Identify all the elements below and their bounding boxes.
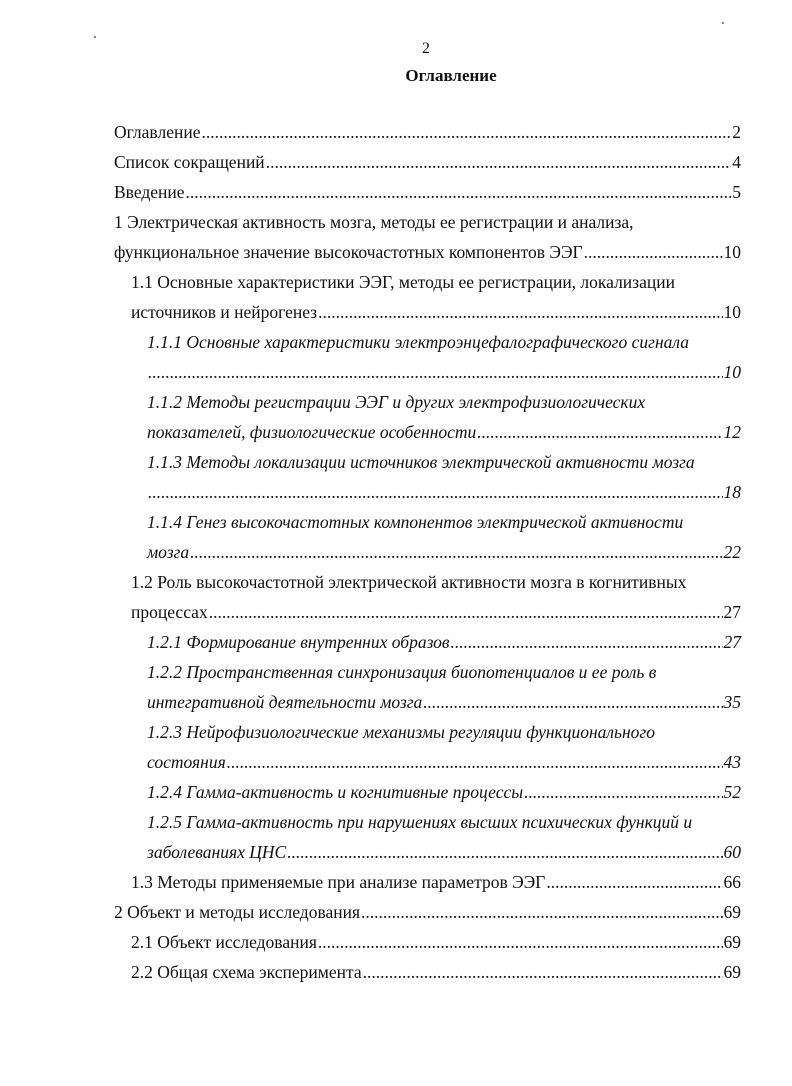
toc-entry-text: 2 Объект и методы исследования (114, 902, 361, 922)
toc-entry-1-2-1[interactable] (114, 627, 741, 657)
toc-entry-text: процессах (131, 602, 208, 622)
toc-entry-1-1-4-cont[interactable] (114, 537, 741, 567)
toc-entry-page: 66 (723, 872, 741, 892)
leader-dots (190, 537, 722, 567)
toc-entry-page: 12 (723, 422, 741, 442)
toc-entry-1-2-5-cont[interactable] (114, 837, 741, 867)
toc-entry-text: 1.2.1 Формирование внутренних образов (147, 632, 450, 652)
toc-entry-1-2[interactable] (114, 567, 741, 597)
toc-entry-text: 2.1 Объект исследования (131, 932, 317, 952)
toc-title: Оглавление (405, 66, 497, 85)
toc-entry-1-2-2-cont[interactable] (114, 687, 741, 717)
toc-entry-text: мозга (147, 542, 190, 562)
toc-entry-1-1-cont[interactable] (114, 297, 741, 327)
toc-entry-page: 22 (723, 542, 741, 562)
toc-entry-introduction[interactable] (114, 177, 741, 207)
toc-entry-2-1[interactable] (114, 927, 741, 957)
toc-entry-text: интегративной деятельности мозга (147, 692, 423, 712)
toc-entry-contents[interactable] (114, 117, 741, 147)
leader-dots (318, 297, 722, 327)
toc-entry-text: 1.1.3 Методы локализации источников электрической активности мозга (147, 452, 695, 472)
toc-entry-1-1-4[interactable] (114, 507, 741, 537)
toc-entry-page: 69 (723, 962, 741, 982)
toc-entry-text: Оглавление (114, 122, 201, 142)
toc-entry-text: 1.2.5 Гамма-активность при нарушениях высших психических функций и (147, 812, 693, 832)
toc-entry-1-1-2-cont[interactable] (114, 417, 741, 447)
toc-entry-1-1-1[interactable] (114, 327, 741, 357)
table-of-contents (114, 117, 741, 987)
toc-entry-text: 1.2.4 Гамма-активность и когнитивные процессы (147, 782, 524, 802)
toc-entry-text: 1.2.3 Нейрофизиологические механизмы регуляции функционального (147, 722, 656, 742)
toc-entry-text: Введение (114, 182, 185, 202)
toc-entry-text: 1.3 Методы применяемые при анализе параметров ЭЭГ (131, 872, 546, 892)
toc-entry-chapter-2[interactable] (114, 897, 741, 927)
toc-entry-page: 60 (723, 842, 741, 862)
toc-entry-page: 18 (723, 482, 741, 502)
toc-entry-1-1[interactable] (114, 267, 741, 297)
leader-dots (227, 747, 723, 777)
leader-dots (451, 627, 723, 657)
toc-entry-1-1-3-cont[interactable] (114, 477, 741, 507)
leader-dots (584, 237, 723, 267)
leader-dots (546, 867, 722, 897)
toc-entry-1-2-5[interactable] (114, 807, 741, 837)
toc-entry-1-2-4[interactable] (114, 777, 741, 807)
toc-entry-page: 4 (732, 152, 741, 172)
toc-entry-chapter-1[interactable] (114, 207, 741, 237)
toc-entry-1-2-2[interactable] (114, 657, 741, 687)
leader-dots (201, 117, 731, 147)
leader-dots (318, 927, 723, 957)
toc-entry-text: Список сокращений (114, 152, 265, 172)
toc-entry-text: 1.2 Роль высокочастотной электрической активности мозга в когнитивных (131, 572, 687, 592)
scan-speck (722, 22, 724, 24)
leader-dots (209, 597, 723, 627)
leader-dots (148, 357, 723, 387)
toc-entry-text: 1.1.1 Основные характеристики электроэнцефалографического сигнала (147, 332, 690, 352)
leader-dots (361, 897, 722, 927)
toc-entry-page: 52 (723, 782, 741, 802)
toc-entry-page: 69 (723, 902, 741, 922)
toc-entry-text: 1.1 Основные характеристики ЭЭГ, методы ее регистрации, локализации (131, 272, 675, 292)
leader-dots (363, 957, 723, 987)
toc-entry-text: состояния (147, 752, 226, 772)
toc-entry-1-1-3[interactable] (114, 447, 741, 477)
toc-entry-1-1-2[interactable] (114, 387, 741, 417)
toc-entry-page: 35 (723, 692, 741, 712)
toc-entry-2-2[interactable] (114, 957, 741, 987)
toc-entry-text: 1.1.2 Методы регистрации ЭЭГ и других электрофизиологических (147, 392, 646, 412)
toc-entry-page: 27 (723, 602, 741, 622)
toc-entry-1-1-1-cont[interactable] (114, 357, 741, 387)
toc-entry-abbreviations[interactable] (114, 147, 741, 177)
toc-entry-page: 43 (723, 752, 741, 772)
leader-dots (186, 177, 732, 207)
toc-entry-1-2-cont[interactable] (114, 597, 741, 627)
toc-entry-text: источников и нейрогенез (131, 302, 318, 322)
page-number: 2 (422, 40, 430, 57)
toc-entry-page: 27 (723, 632, 741, 652)
toc-entry-page: 69 (723, 932, 741, 952)
leader-dots (423, 687, 722, 717)
toc-entry-page: 10 (723, 362, 741, 382)
toc-entry-page: 5 (732, 182, 741, 202)
toc-entry-1-2-3[interactable] (114, 717, 741, 747)
leader-dots (148, 477, 723, 507)
toc-entry-text: 1.1.4 Генез высокочастотных компонентов электрической активности (147, 512, 684, 532)
toc-entry-1-2-3-cont[interactable] (114, 747, 741, 777)
toc-entry-text: функциональное значение высокочастотных компонентов ЭЭГ (114, 242, 583, 262)
toc-entry-page: 10 (723, 302, 741, 322)
leader-dots (524, 777, 722, 807)
toc-entry-text: 1.2.2 Пространственная синхронизация биопотенциалов и ее роль в (147, 662, 657, 682)
toc-entry-page: 2 (732, 122, 741, 142)
toc-entry-text: заболеваниях ЦНС (147, 842, 287, 862)
toc-entry-1-3[interactable] (114, 867, 741, 897)
toc-entry-page: 10 (723, 242, 741, 262)
leader-dots (266, 147, 732, 177)
leader-dots (287, 837, 722, 867)
toc-entry-text: 2.2 Общая схема эксперимента (131, 962, 362, 982)
toc-entry-text: 1 Электрическая активность мозга, методы ее регистрации и анализа, (114, 212, 634, 232)
scan-speck (94, 36, 96, 38)
leader-dots (477, 417, 722, 447)
toc-entry-text: показателей, физиологические особенности (147, 422, 477, 442)
toc-entry-chapter-1-cont[interactable] (114, 237, 741, 267)
